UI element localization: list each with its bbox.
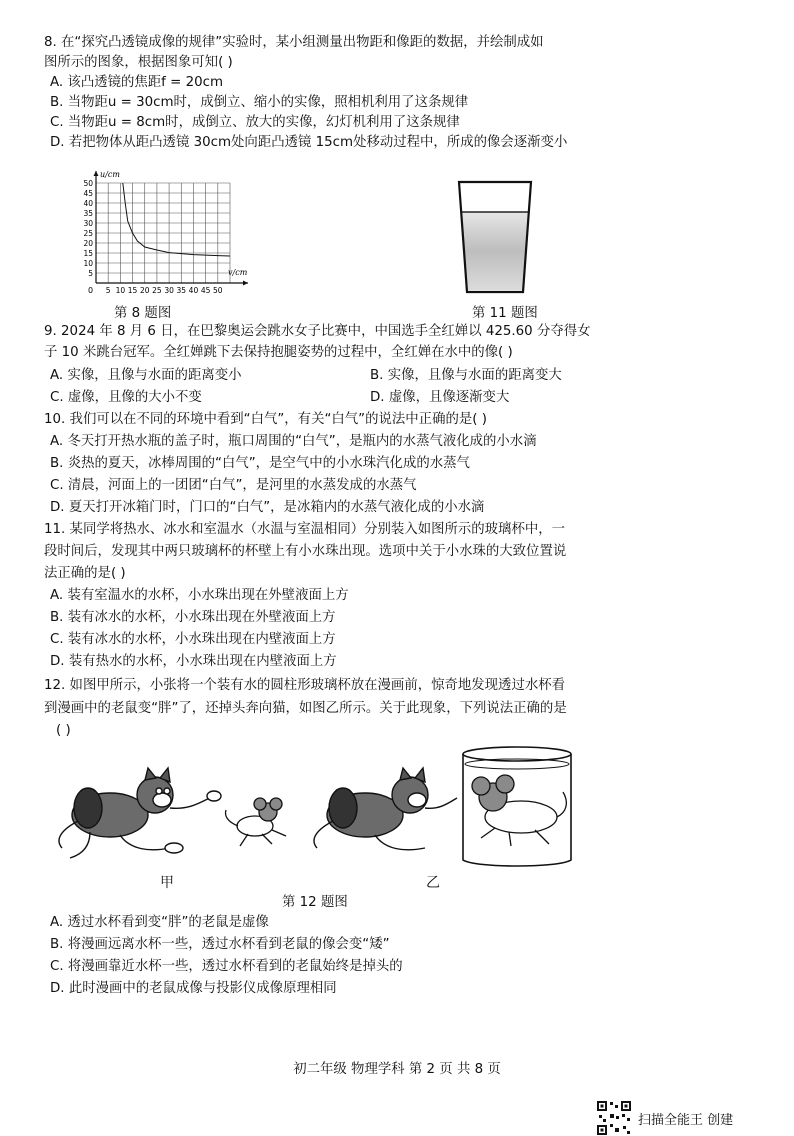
- q11-figure-caption: 第 11 题图: [472, 306, 538, 321]
- q9-option-c: C. 虚像，且像的大小不变: [50, 390, 202, 405]
- y-axis-label: u/cm: [100, 170, 120, 179]
- q9-stem-line1: 9. 2024 年 8 月 6 日，在巴黎奥运会跳水女子比赛中，中国选手全红婵以 425.60 分夺得女: [44, 324, 591, 339]
- q12-option-d: D. 此时漫画中的老鼠成像与投影仪成像原理相同: [50, 981, 337, 996]
- x-tick-label: 20: [139, 286, 150, 295]
- q11-stem-line3: 法正确的是( ): [44, 566, 126, 581]
- q12-option-c: C. 将漫画靠近水杯一些，透过水杯看到的老鼠始终是掉头的: [50, 959, 403, 974]
- graph-axes: [94, 171, 249, 286]
- y-tick-label: 50: [83, 178, 93, 188]
- water-body: [461, 212, 529, 290]
- q8-figure-caption: 第 8 题图: [114, 306, 172, 321]
- q12-option-b: B. 将漫画远离水杯一些，透过水杯看到老鼠的像会变“矮”: [50, 937, 390, 952]
- x-axis-arrow: [243, 281, 248, 286]
- x-tick-label: 25: [152, 286, 162, 295]
- q11-option-a: A. 装有室温水的水杯，小水珠出现在外壁液面上方: [50, 588, 349, 603]
- cartoon-yi-illustration: [305, 742, 575, 872]
- x-tick-label: 15: [127, 286, 138, 295]
- y-tick-label: 20: [83, 238, 93, 248]
- y-axis-arrow: [94, 171, 99, 176]
- q10-option-b: B. 炎热的夏天，冰棒周围的“白气”，是空气中的小水珠汽化成的水蒸气: [50, 456, 470, 471]
- q11-stem-line2: 段时间后，发现其中两只玻璃杯的杯壁上有小水珠出现。选项中关于小水珠的大致位置说: [44, 544, 567, 559]
- q11-option-b: B. 装有冰水的水杯，小水珠出现在外壁液面上方: [50, 610, 336, 625]
- q12-stem-line3: ( ): [56, 723, 71, 738]
- x-tick-label: 50: [213, 286, 223, 295]
- q10-option-c: C. 清晨，河面上的一团团“白气”，是河里的水蒸发成的水蒸气: [50, 478, 417, 493]
- q12-option-a: A. 透过水杯看到变“胖”的老鼠是虚像: [50, 915, 269, 930]
- q8-option-a: A. 该凸透镜的焦距f = 20cm: [50, 75, 224, 90]
- origin-label: 0: [88, 286, 94, 295]
- q9-option-a: A. 实像，且像与水面的距离变小: [50, 368, 242, 383]
- x-tick-label: 10: [115, 286, 126, 295]
- y-tick-label: 45: [83, 188, 93, 198]
- cat-drawing: [59, 768, 221, 858]
- y-tick-label: 15: [83, 248, 93, 258]
- y-tick-label: 5: [88, 268, 93, 278]
- graph-grid: [96, 183, 230, 283]
- page-footer: 初二年级 物理学科 第 2 页 共 8 页: [293, 1062, 501, 1077]
- y-tick-label: 10: [83, 258, 93, 268]
- q12-stem-line2: 到漫画中的老鼠变“胖”了，还掉头奔向猫，如图乙所示。关于此现象，下列说法正确的是: [44, 701, 567, 716]
- cartoon-jia-illustration: [50, 760, 300, 870]
- q8-stem-line2: 图所示的图象，根据图象可知( ): [44, 55, 233, 70]
- magnified-mouse-drawing: [472, 775, 566, 846]
- scanner-credit: 扫描全能王 创建: [638, 1112, 734, 1128]
- y-tick-labels: [83, 179, 93, 278]
- y-tick-label: 40: [83, 198, 93, 208]
- q10-stem: 10. 我们可以在不同的环境中看到“白气”，有关“白气”的说法中正确的是( ): [44, 412, 487, 427]
- q11-glass-figure: [455, 178, 535, 300]
- mouse-drawing: [226, 798, 287, 846]
- label-jia: 甲: [160, 875, 174, 891]
- q10-option-d: D. 夏天打开冰箱门时，门口的“白气”，是冰箱内的水蒸气液化成的小水滴: [50, 500, 485, 515]
- scanner-watermark: [596, 1100, 733, 1136]
- q8-option-c: C. 当物距u = 8cm时，成倒立、放大的实像，幻灯机利用了这条规律: [50, 115, 460, 130]
- q9-option-d: D. 虚像，且像逐渐变大: [370, 390, 510, 405]
- x-tick-label: 5: [105, 286, 111, 295]
- q10-option-a: A. 冬天打开热水瓶的盖子时，瓶口周围的“白气”，是瓶内的水蒸气液化成的小水滴: [50, 434, 537, 449]
- x-tick-label: 45: [200, 286, 211, 295]
- y-tick-label: 30: [83, 218, 93, 228]
- q11-stem-line1: 11. 某同学将热水、冰水和室温水（水温与室温相同）分别装入如图所示的玻璃杯中，一: [44, 522, 566, 537]
- q12-stem-line1: 12. 如图甲所示，小张将一个装有水的圆柱形玻璃杯放在漫画前，惊奇地发现透过水杯看: [44, 678, 566, 693]
- y-tick-label: 25: [83, 228, 93, 238]
- q8-stem-line1: 8. 在“探究凸透镜成像的规律”实验时，某小组测量出物距和像距的数据，并绘制成如: [44, 35, 544, 50]
- qr-code-icon: [596, 1100, 632, 1136]
- x-tick-label: 40: [188, 286, 199, 295]
- q8-option-b: B. 当物距u = 30cm时，成倒立、缩小的实像，照相机利用了这条规律: [50, 95, 469, 110]
- q9-stem-line2: 子 10 米跳台冠军。全红婵跳下去保持抱腿姿势的过程中，全红婵在水中的像( ): [44, 345, 513, 360]
- x-tick-labels: [106, 286, 223, 295]
- q8-option-d: D. 若把物体从距凸透镜 30cm处向距凸透镜 15cm处移动过程中，所成的像会逐渐变小: [50, 135, 568, 150]
- q9-option-b: B. 实像，且像与水面的距离变大: [370, 368, 562, 383]
- q8-graph: [70, 165, 270, 305]
- x-axis-label: v/cm: [228, 268, 248, 277]
- y-tick-label: 35: [83, 208, 93, 218]
- q11-option-c: C. 装有冰水的水杯，小水珠出现在内壁液面上方: [50, 632, 336, 647]
- x-tick-label: 30: [164, 286, 174, 295]
- cat-drawing-yi: [314, 768, 457, 850]
- label-yi: 乙: [426, 875, 440, 891]
- x-tick-label: 35: [176, 286, 187, 295]
- u-v-curve: [123, 183, 230, 256]
- q12-figure-caption: 第 12 题图: [282, 895, 348, 910]
- q11-option-d: D. 装有热水的水杯，小水珠出现在内壁液面上方: [50, 654, 337, 669]
